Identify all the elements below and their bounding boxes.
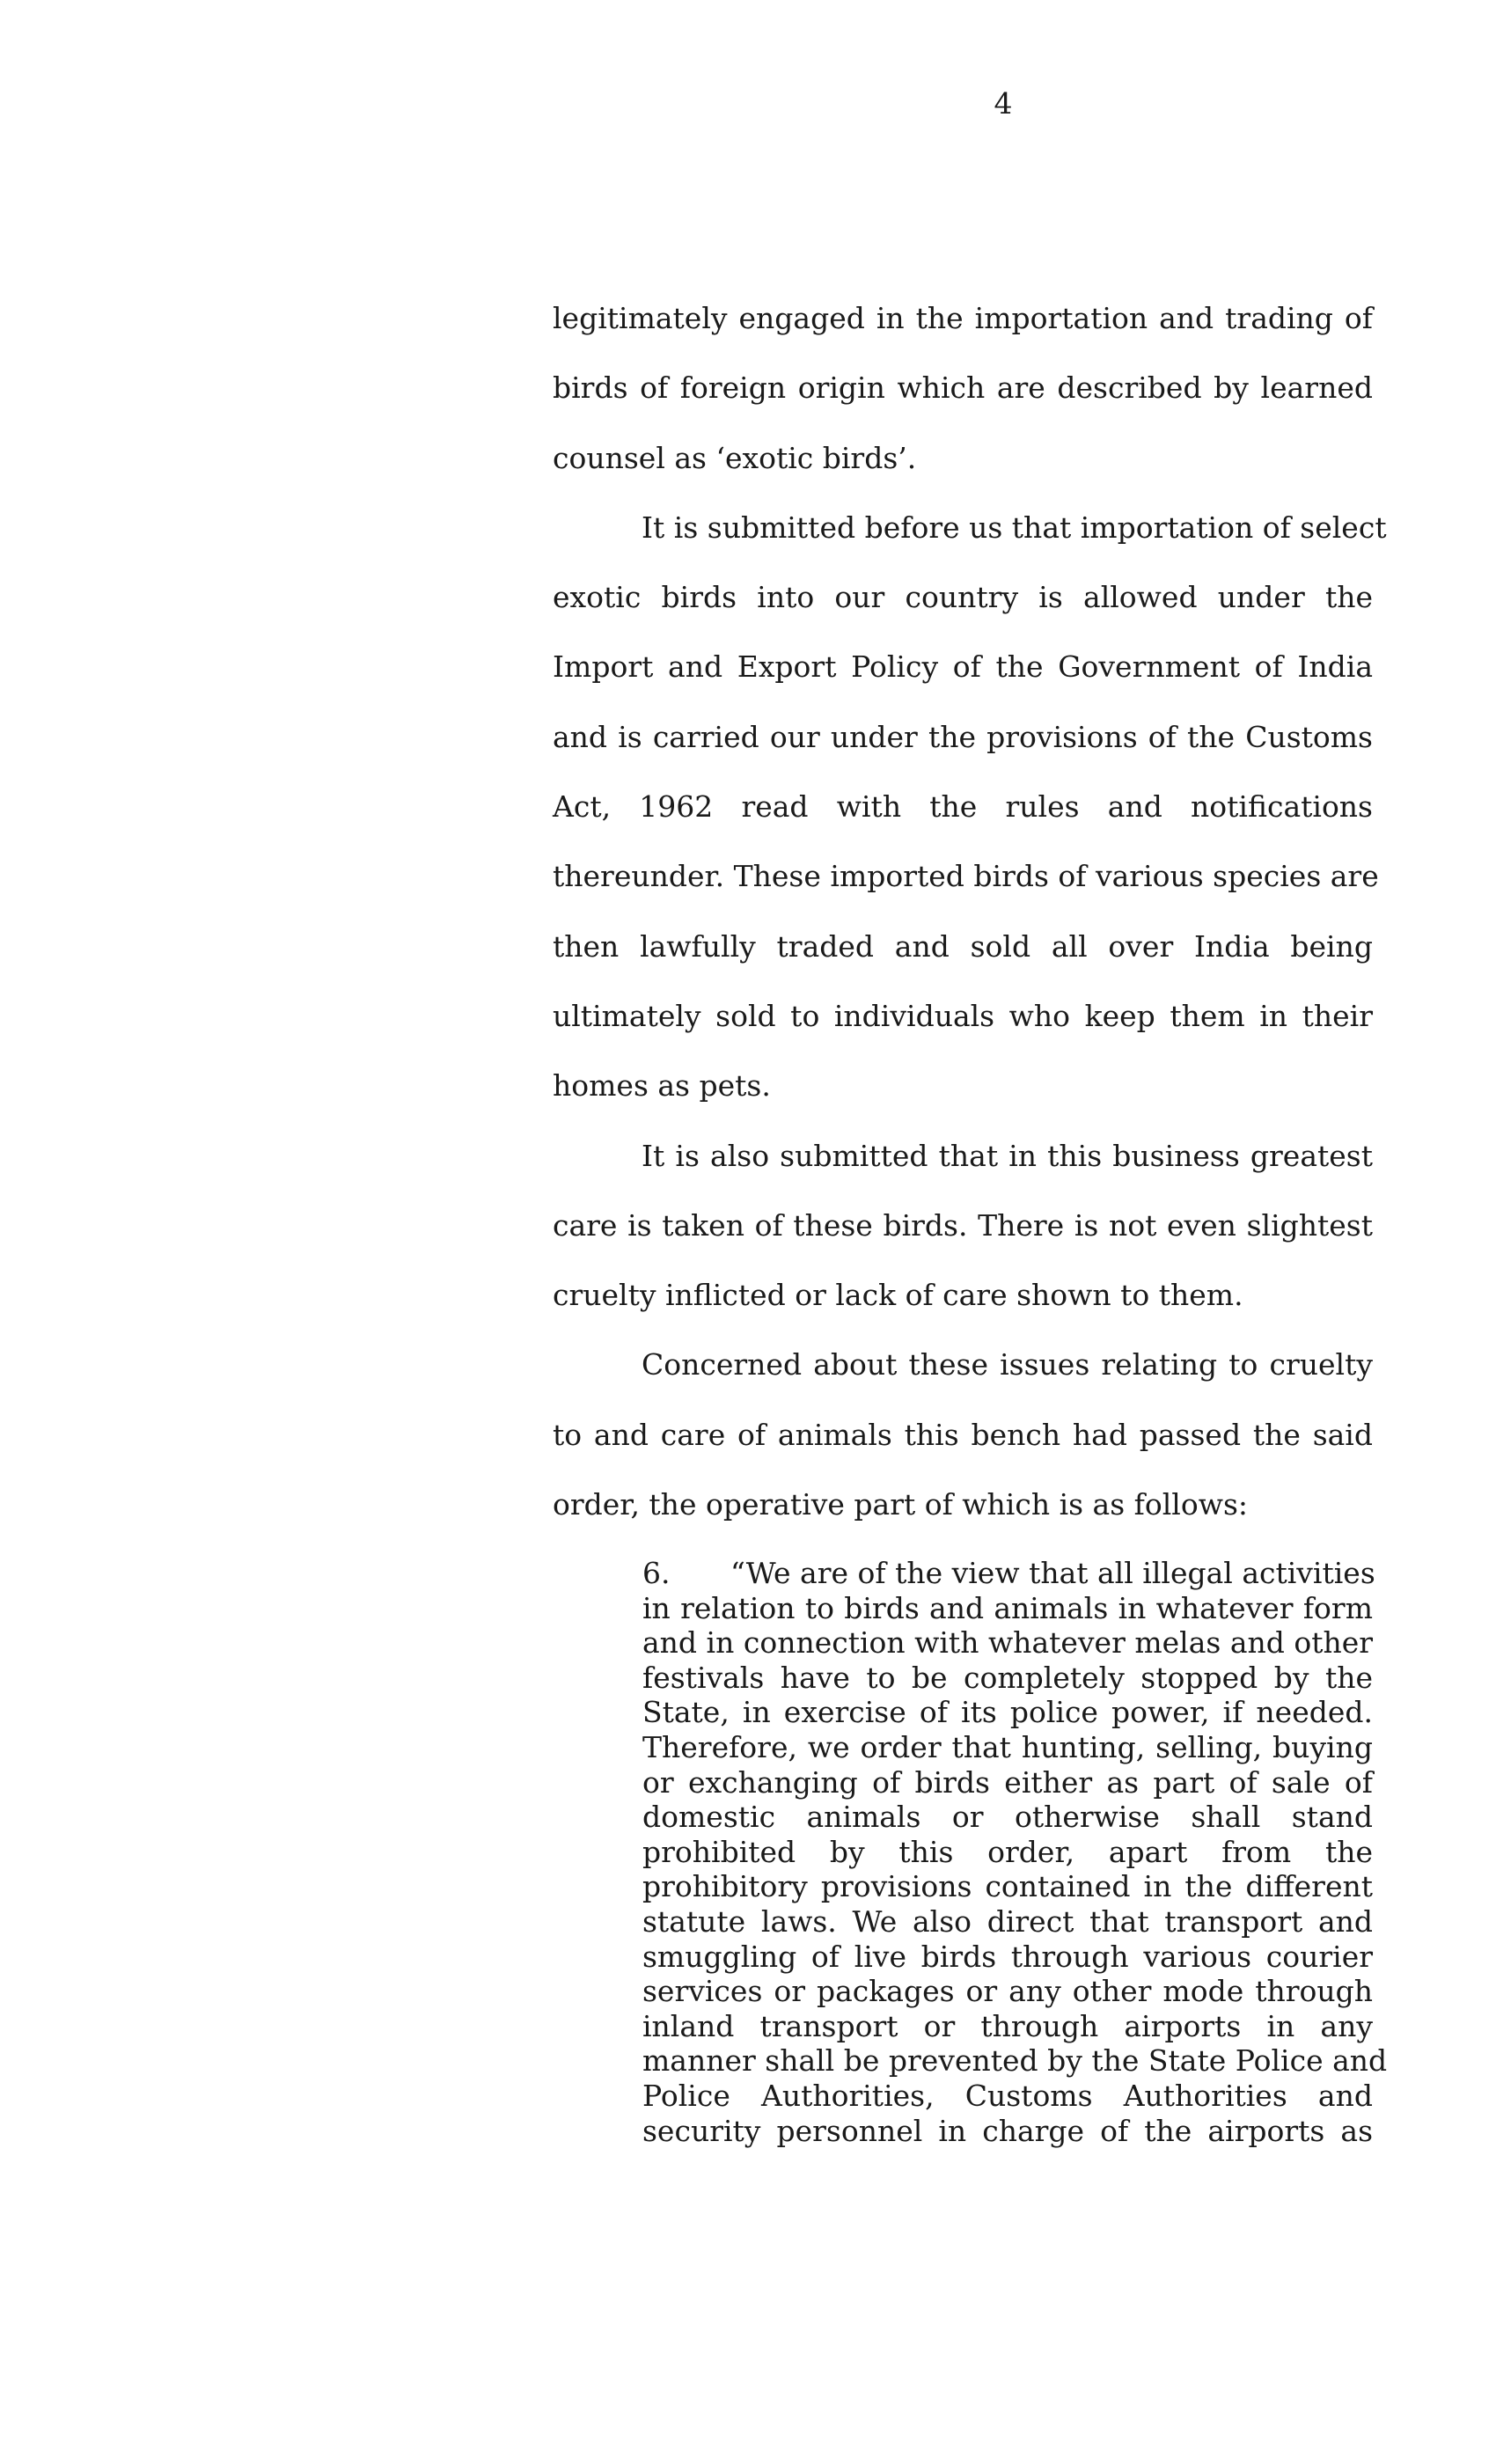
text-line: Concerned about these issues relating to cruelty	[642, 1347, 1373, 1382]
text-line: Import and Export Policy of the Government of India	[553, 649, 1373, 685]
text-line: services or packages or any other mode through	[642, 1974, 1373, 2009]
text-line: order, the operative part of which is as follows:	[553, 1487, 1249, 1522]
text-line: thereunder. These imported birds of various species are	[553, 859, 1379, 894]
quote-paragraph-number: 6.	[642, 1556, 671, 1590]
text-line: statute laws. We also direct that transport and	[642, 1903, 1373, 1939]
text-line: to and care of animals this bench had passed the said	[553, 1417, 1373, 1452]
text-line: exotic birds into our country is allowed under the	[553, 580, 1373, 615]
text-line: domestic animals or otherwise shall stand	[642, 1800, 1373, 1835]
text-line: ultimately sold to individuals who keep them in their	[553, 998, 1373, 1033]
text-line: inland transport or through airports in any	[642, 2008, 1373, 2043]
text-line: security personnel in charge of the airports as	[642, 2113, 1373, 2148]
page-number: 4	[994, 86, 1013, 121]
paragraph-4	[553, 1330, 1373, 1539]
quoted-order	[642, 1556, 1388, 2148]
text-line: then lawfully traded and sold all over India being	[553, 928, 1373, 964]
text-line: smuggling of live birds through various courier	[642, 1939, 1373, 1974]
text-line: cruelty inflicted or lack of care shown to them.	[553, 1278, 1243, 1313]
paragraph-2	[553, 493, 1387, 1121]
text-line: manner shall be prevented by the State Police and	[642, 2043, 1388, 2079]
text-line: counsel as ‘exotic birds’.	[553, 440, 917, 475]
text-line: prohibited by this order, apart from the	[642, 1834, 1373, 1869]
quote-first-line	[642, 1556, 1373, 1591]
text-line: birds of foreign origin which are described by learned	[553, 370, 1373, 406]
text-line: State, in exercise of its police power, if needed.	[642, 1695, 1373, 1730]
text-line: care is taken of these birds. There is not even slightest	[553, 1207, 1373, 1243]
text-line: It is submitted before us that importation of select	[642, 510, 1387, 545]
text-line: and in connection with whatever melas and other	[642, 1625, 1374, 1661]
text-line: It is also submitted that in this business greatest	[642, 1138, 1373, 1173]
text-line: Therefore, we order that hunting, selling, buying	[642, 1729, 1373, 1764]
text-line: Police Authorities, Customs Authorities and	[642, 2078, 1373, 2113]
text-line: or exchanging of birds either as part of sale of	[642, 1764, 1373, 1800]
paragraph-1	[553, 283, 1373, 493]
paragraph-3	[553, 1121, 1373, 1331]
text-line: homes as pets.	[553, 1068, 771, 1104]
text-line: prohibitory provisions contained in the different	[642, 1869, 1373, 1904]
text-line: legitimately engaged in the importation and trading of	[553, 301, 1373, 335]
text-line: Act, 1962 read with the rules and notifications	[553, 789, 1373, 825]
text-line: festivals have to be completely stopped by the	[642, 1660, 1373, 1695]
text-line: and is carried our under the provisions of the Customs	[553, 719, 1373, 754]
judgment-body	[553, 283, 1387, 1539]
text-line: in relation to birds and animals in whatever form	[642, 1590, 1373, 1625]
text-line: “We are of the view that all illegal activities	[730, 1556, 1375, 1590]
